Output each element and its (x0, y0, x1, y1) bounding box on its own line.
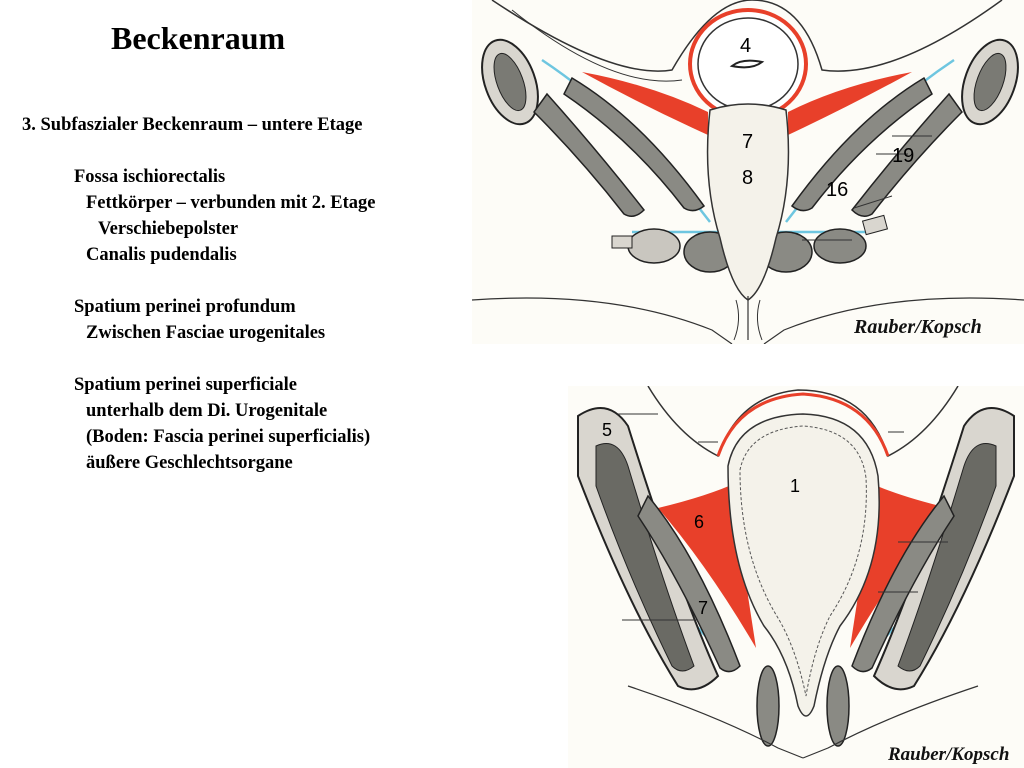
section-heading: 3. Subfaszialer Beckenraum – untere Etage (22, 115, 363, 135)
anatomy-figure-bottom (568, 386, 1024, 768)
text-line: Fettkörper – verbunden mit 2. Etage (86, 193, 376, 213)
text-line: Fossa ischiorectalis (74, 167, 226, 187)
text-line: Spatium perinei superficiale (74, 375, 298, 395)
figure-credit: Rauber/Kopsch (854, 316, 982, 338)
figure-label: 16 (826, 179, 849, 201)
figure-label: 6 (694, 512, 705, 532)
figure-label: 5 (602, 420, 613, 440)
figure-label: 7 (742, 131, 754, 153)
figure-label: 4 (740, 35, 752, 57)
figure-label: 8 (742, 167, 754, 189)
text-line: Spatium perinei profundum (74, 297, 296, 317)
text-line: Canalis pudendalis (86, 245, 237, 265)
figure-label: 7 (698, 598, 709, 618)
text-line: Verschiebepolster (98, 219, 239, 239)
figure-credit: Rauber/Kopsch (888, 744, 1010, 765)
slide-title: Beckenraum (111, 20, 286, 56)
text-line: Zwischen Fasciae urogenitales (86, 323, 326, 343)
figure-label: 1 (790, 476, 801, 496)
figure-label: 19 (892, 145, 915, 167)
text-line: unterhalb dem Di. Urogenitale (86, 401, 328, 421)
anatomy-figure-top (472, 0, 1024, 344)
text-line: äußere Geschlechtsorgane (86, 453, 293, 473)
text-line: (Boden: Fascia perinei superficialis) (86, 427, 371, 447)
